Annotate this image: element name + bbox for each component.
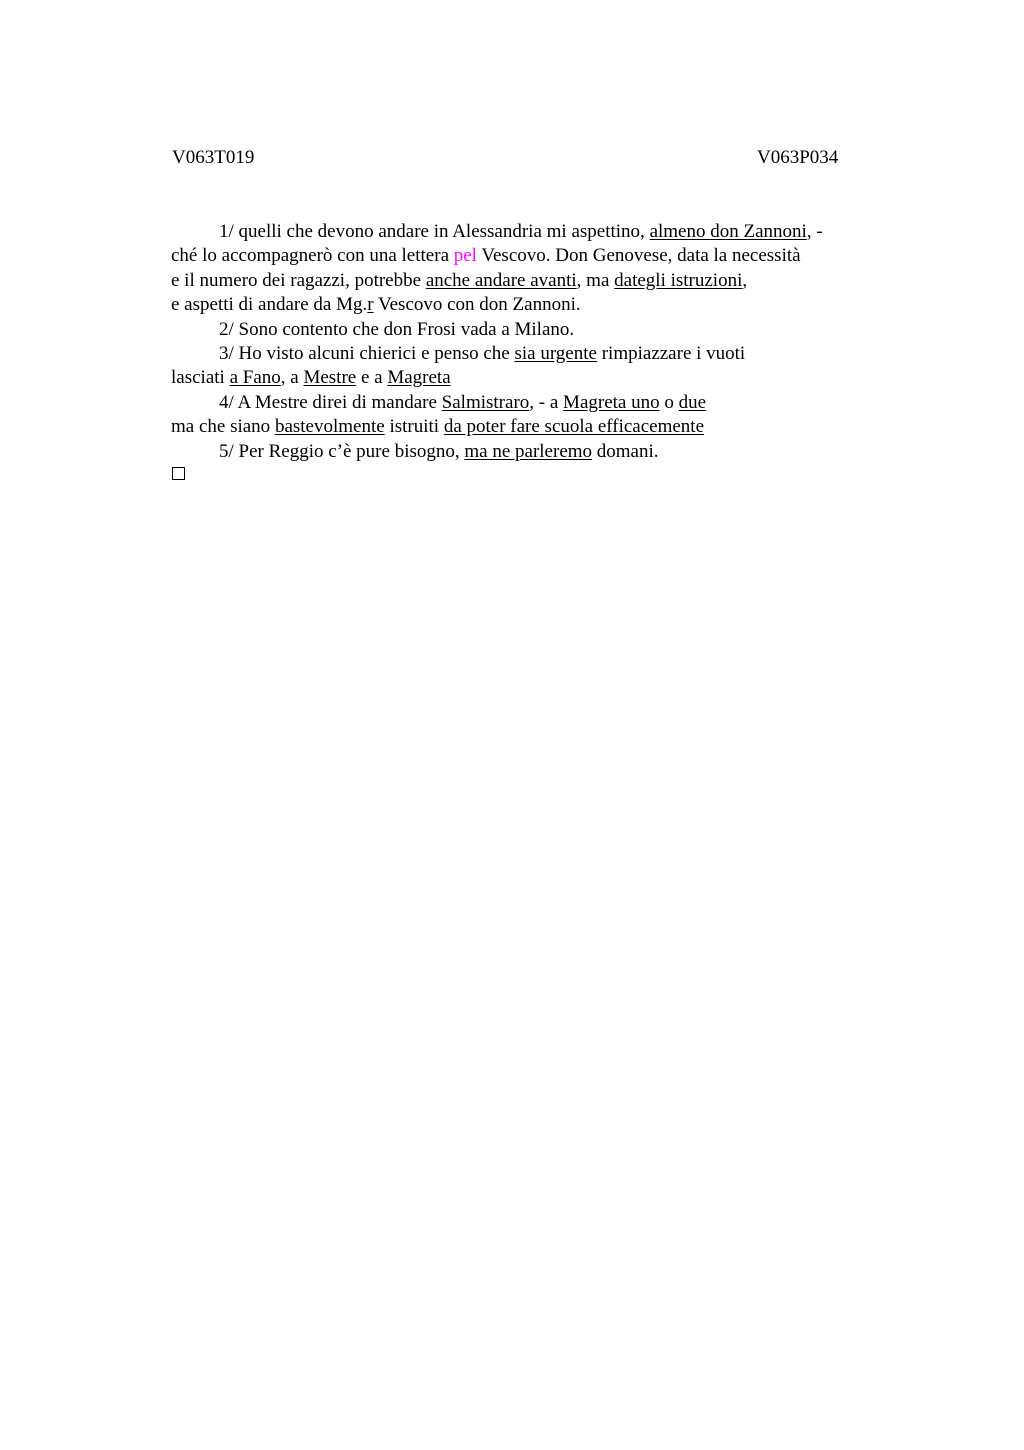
text-line [171, 244, 931, 268]
text-segment: domani. [592, 440, 659, 462]
underlined-text: due [678, 391, 707, 413]
text-segment: 1/ quelli che devono andare in Alessandria mi aspettino, [219, 221, 650, 242]
text-segment: , - a [529, 391, 564, 413]
text-segment: ché lo accompagnerò con una lettera [171, 245, 454, 267]
underlined-text: bastevolmente [274, 416, 385, 438]
underlined-text: r [367, 294, 374, 316]
underlined-text: sia urgente [514, 342, 597, 364]
end-marker-box [172, 467, 185, 480]
underlined-text: Mestre [303, 367, 357, 389]
page-code-right: V063P034 [757, 147, 839, 168]
underlined-text: da poter fare scuola efficacemente [443, 416, 705, 438]
text-segment: , ma [576, 269, 615, 291]
text-segment: istruiti [384, 416, 444, 438]
text-segment: e a [356, 367, 388, 389]
text-segment: , - [806, 221, 823, 242]
text-segment: , a [280, 367, 304, 389]
text-segment: 2/ Sono contento che don Frosi vada a Milano. [219, 318, 575, 340]
text-line [171, 366, 931, 390]
underlined-text: Salmistraro [441, 391, 530, 413]
text-segment: , [742, 269, 748, 291]
text-segment: Vescovo con don Zannoni. [373, 294, 581, 316]
text-line [171, 220, 931, 244]
text-line [171, 342, 931, 366]
text-segment: 3/ Ho visto alcuni chierici e penso che [219, 342, 515, 364]
highlighted-text: pel [453, 245, 477, 267]
text-segment: 4/ A Mestre direi di mandare [219, 391, 442, 413]
text-segment: ma che siano [171, 416, 275, 438]
underlined-text: ma ne parleremo [464, 440, 593, 462]
text-segment: lasciati [171, 367, 230, 389]
text-segment: Vescovo. Don Genovese, data la necessità [476, 245, 801, 267]
text-line [171, 440, 931, 464]
text-line [171, 318, 931, 342]
underlined-text: Magreta [387, 367, 451, 389]
text-segment: 5/ Per Reggio c’è pure bisogno, [219, 440, 465, 462]
text-line [171, 293, 931, 317]
text-line [171, 415, 931, 439]
text-segment: e il numero dei ragazzi, potrebbe [171, 269, 426, 291]
underlined-text: almeno don Zannoni [649, 221, 807, 242]
text-line [171, 269, 931, 293]
underlined-text: a Fano [229, 367, 281, 389]
letter-body [171, 220, 931, 464]
underlined-text: Magreta uno [563, 391, 660, 413]
underlined-text: anche andare avanti [425, 269, 577, 291]
document-code-left: V063T019 [172, 147, 255, 168]
text-segment: o [659, 391, 679, 413]
underlined-text: dategli istruzioni [614, 269, 743, 291]
text-segment: rimpiazzare i vuoti [596, 342, 746, 364]
text-line [171, 391, 931, 415]
text-segment: e aspetti di andare da Mg. [171, 294, 368, 316]
